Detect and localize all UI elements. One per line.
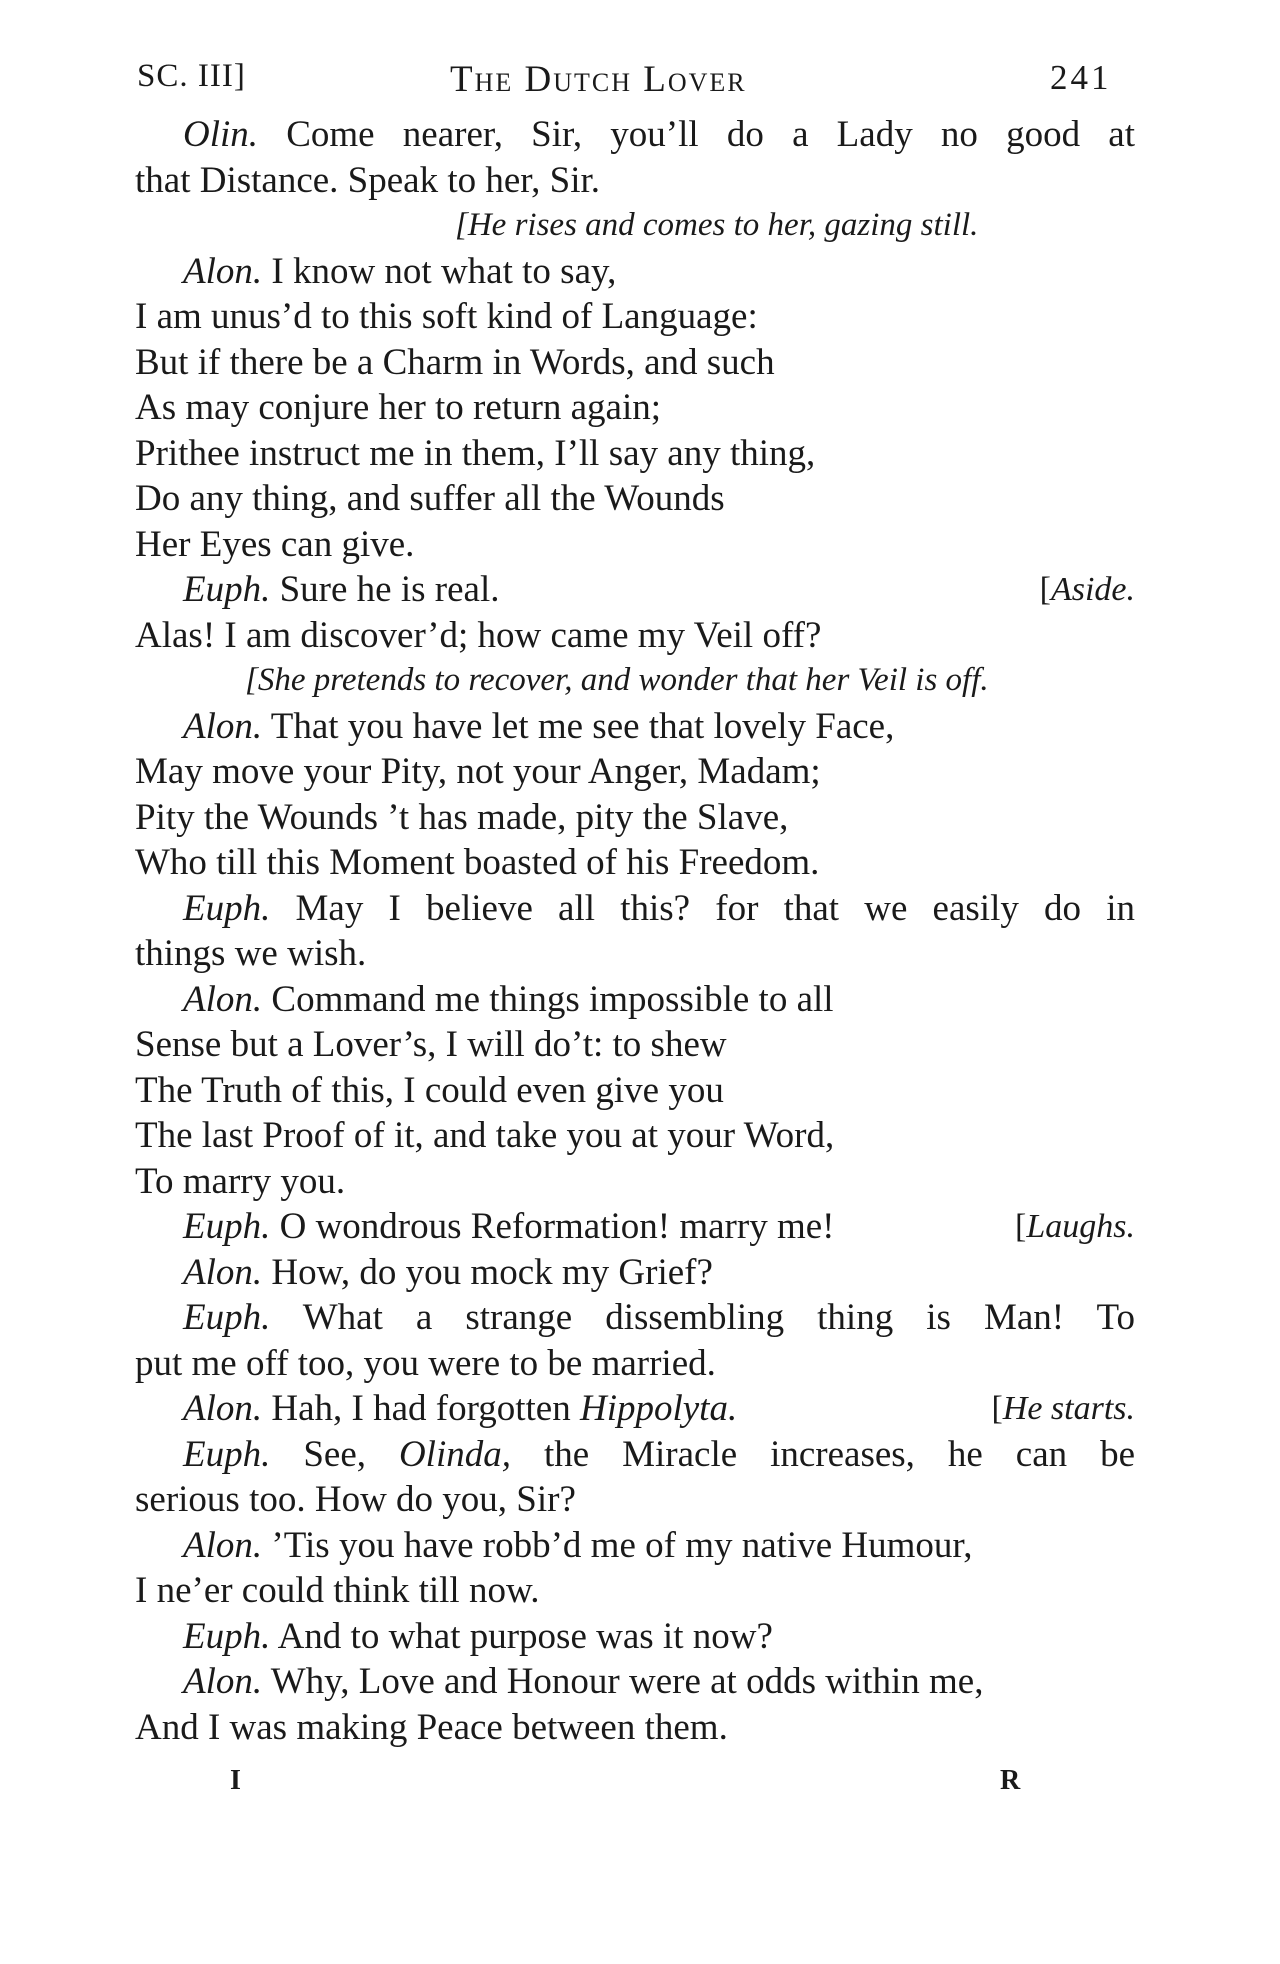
verse-line: [135, 1068, 1135, 1114]
line-text: See,: [270, 1433, 399, 1475]
speaker: Alon.: [183, 705, 263, 747]
stage-direction: [135, 658, 1135, 704]
line-text: I am unus’d to this soft kind of Language:: [135, 296, 758, 337]
dialogue-line: [135, 249, 1135, 295]
verse-line: [135, 385, 1135, 431]
dialogue-line: [135, 1477, 1135, 1523]
dialogue-line: [135, 886, 1135, 932]
verse-line: [135, 840, 1135, 886]
direction-text: [He rises and comes to her, gazing still.: [455, 207, 979, 243]
dialogue-line: [135, 1614, 1135, 1660]
direction-text: [She pretends to recover, and wonder that her Veil is off.: [245, 662, 989, 698]
speaker: Euph.: [183, 1206, 271, 1247]
verse-line: [135, 613, 1135, 659]
verse-line: [135, 1568, 1135, 1614]
line-text: ’Tis you have robb’d me of my native Humour,: [262, 1524, 973, 1566]
section-marker: SC. III]: [137, 58, 246, 94]
speaker: Olin.: [183, 114, 259, 155]
speaker: Euph.: [183, 887, 271, 929]
signature-mark-right: R: [1000, 1765, 1021, 1796]
aside-text: Laughs.: [1026, 1208, 1135, 1245]
line-text: Hah, I had forgotten: [262, 1388, 580, 1429]
dialogue-line: [135, 1295, 1135, 1341]
line-text: As may conjure her to return again;: [135, 387, 662, 428]
line-text: Command me things impossible to all: [262, 978, 834, 1020]
dialogue-line: [135, 1432, 1135, 1478]
line-text: May move your Pity, not your Anger, Madam;: [135, 751, 821, 792]
verse-line: [135, 749, 1135, 795]
line-text: Why, Love and Honour were at odds within me,: [262, 1661, 984, 1702]
line-text: Do any thing, and suffer all the Wounds: [135, 478, 725, 519]
verse-line: [135, 522, 1135, 568]
line-text: The last Proof of it, and take you at your Word,: [135, 1115, 835, 1156]
dialogue-line: [135, 1250, 1135, 1296]
speaker: Alon.: [183, 1388, 263, 1429]
verse-line: [135, 795, 1135, 841]
signature-mark-left: I: [230, 1765, 241, 1796]
line-text: Sure he is real.: [270, 569, 500, 610]
aside-bracket: [: [1039, 571, 1051, 608]
line-text: Come nearer, Sir, you’ll do a Lady no good at: [258, 114, 1135, 155]
dialogue-line: [135, 704, 1135, 750]
running-title: The Dutch Lover: [450, 59, 747, 100]
aside-bracket: [: [991, 1390, 1003, 1427]
verse-line: [135, 476, 1135, 522]
verse-line: [135, 1705, 1135, 1751]
dialogue-line: [135, 1523, 1135, 1569]
speaker: Euph.: [183, 1433, 271, 1475]
line-text: Pity the Wounds ’t has made, pity the Slave,: [135, 796, 789, 838]
dialogue-line: [135, 977, 1135, 1023]
line-text: I ne’er could think till now.: [135, 1570, 540, 1611]
aside-direction: [1040, 567, 1135, 613]
dialogue-line: [135, 112, 1135, 158]
line-text: things we wish.: [135, 933, 367, 974]
line-text: Alas! I am discover’d; how came my Veil off?: [135, 614, 822, 656]
aside-bracket: [: [1015, 1208, 1027, 1245]
line-text: That you have let me see that lovely Face,: [262, 705, 895, 747]
line-text: And I was making Peace between them.: [135, 1706, 728, 1748]
aside-direction: [991, 1386, 1135, 1432]
line-text: The Truth of this, I could even give you: [135, 1069, 724, 1111]
speaker: Euph.: [183, 569, 271, 610]
line-text: Sense but a Lover’s, I will do’t: to shew: [135, 1024, 727, 1065]
line-text: put me off too, you were to be married.: [135, 1342, 716, 1384]
verse-line: [135, 294, 1135, 340]
speaker: Euph.: [183, 1615, 271, 1657]
verse-line: [135, 1022, 1135, 1068]
line-text: Prithee instruct me in them, I’ll say any thing,: [135, 432, 816, 474]
line-text: O wondrous Reformation! marry me!: [270, 1206, 835, 1247]
line-text: What a strange dissembling thing is Man! To: [270, 1297, 1135, 1338]
speaker: Euph.: [183, 1297, 271, 1338]
speaker: Alon.: [183, 1251, 263, 1293]
aside-text: Aside.: [1050, 571, 1135, 608]
dialogue-line: [135, 158, 1135, 204]
running-header: [0, 58, 1280, 110]
speaker: Alon.: [183, 978, 263, 1020]
verse-line: [135, 1159, 1135, 1205]
verse-line: [135, 1113, 1135, 1159]
line-text: I know not what to say,: [262, 250, 617, 292]
line-text: But if there be a Charm in Words, and such: [135, 341, 775, 383]
play-text: [135, 112, 1135, 1750]
dialogue-line: [135, 1204, 1135, 1250]
dialogue-line: [135, 1341, 1135, 1387]
character-name: Hippolyta.: [579, 1388, 738, 1429]
dialogue-line: [135, 1386, 1135, 1432]
dialogue-line: [135, 567, 1135, 613]
line-text: May I believe all this? for that we easily do in: [270, 887, 1135, 929]
line-text: that Distance. Speak to her, Sir.: [135, 159, 601, 201]
line-text: To marry you.: [135, 1160, 346, 1202]
line-text-cont: the Miracle increases, he can be: [510, 1433, 1135, 1475]
stage-direction: [135, 203, 1135, 249]
dialogue-line: [135, 1659, 1135, 1705]
verse-line: [135, 340, 1135, 386]
aside-text: He starts.: [1002, 1390, 1135, 1427]
character-name: Olinda,: [398, 1433, 511, 1475]
line-text: Her Eyes can give.: [135, 523, 415, 565]
line-text: And to what purpose was it now?: [270, 1615, 773, 1657]
dialogue-line: [135, 931, 1135, 977]
speaker: Alon.: [183, 1524, 263, 1566]
line-text: serious too. How do you, Sir?: [135, 1479, 576, 1520]
line-text: How, do you mock my Grief?: [262, 1251, 713, 1293]
page-number: 241: [1050, 58, 1112, 97]
speaker: Alon.: [183, 1661, 263, 1702]
verse-line: [135, 431, 1135, 477]
speaker: Alon.: [183, 250, 263, 292]
line-text: Who till this Moment boasted of his Freedom.: [135, 842, 820, 883]
aside-direction: [1015, 1204, 1135, 1250]
